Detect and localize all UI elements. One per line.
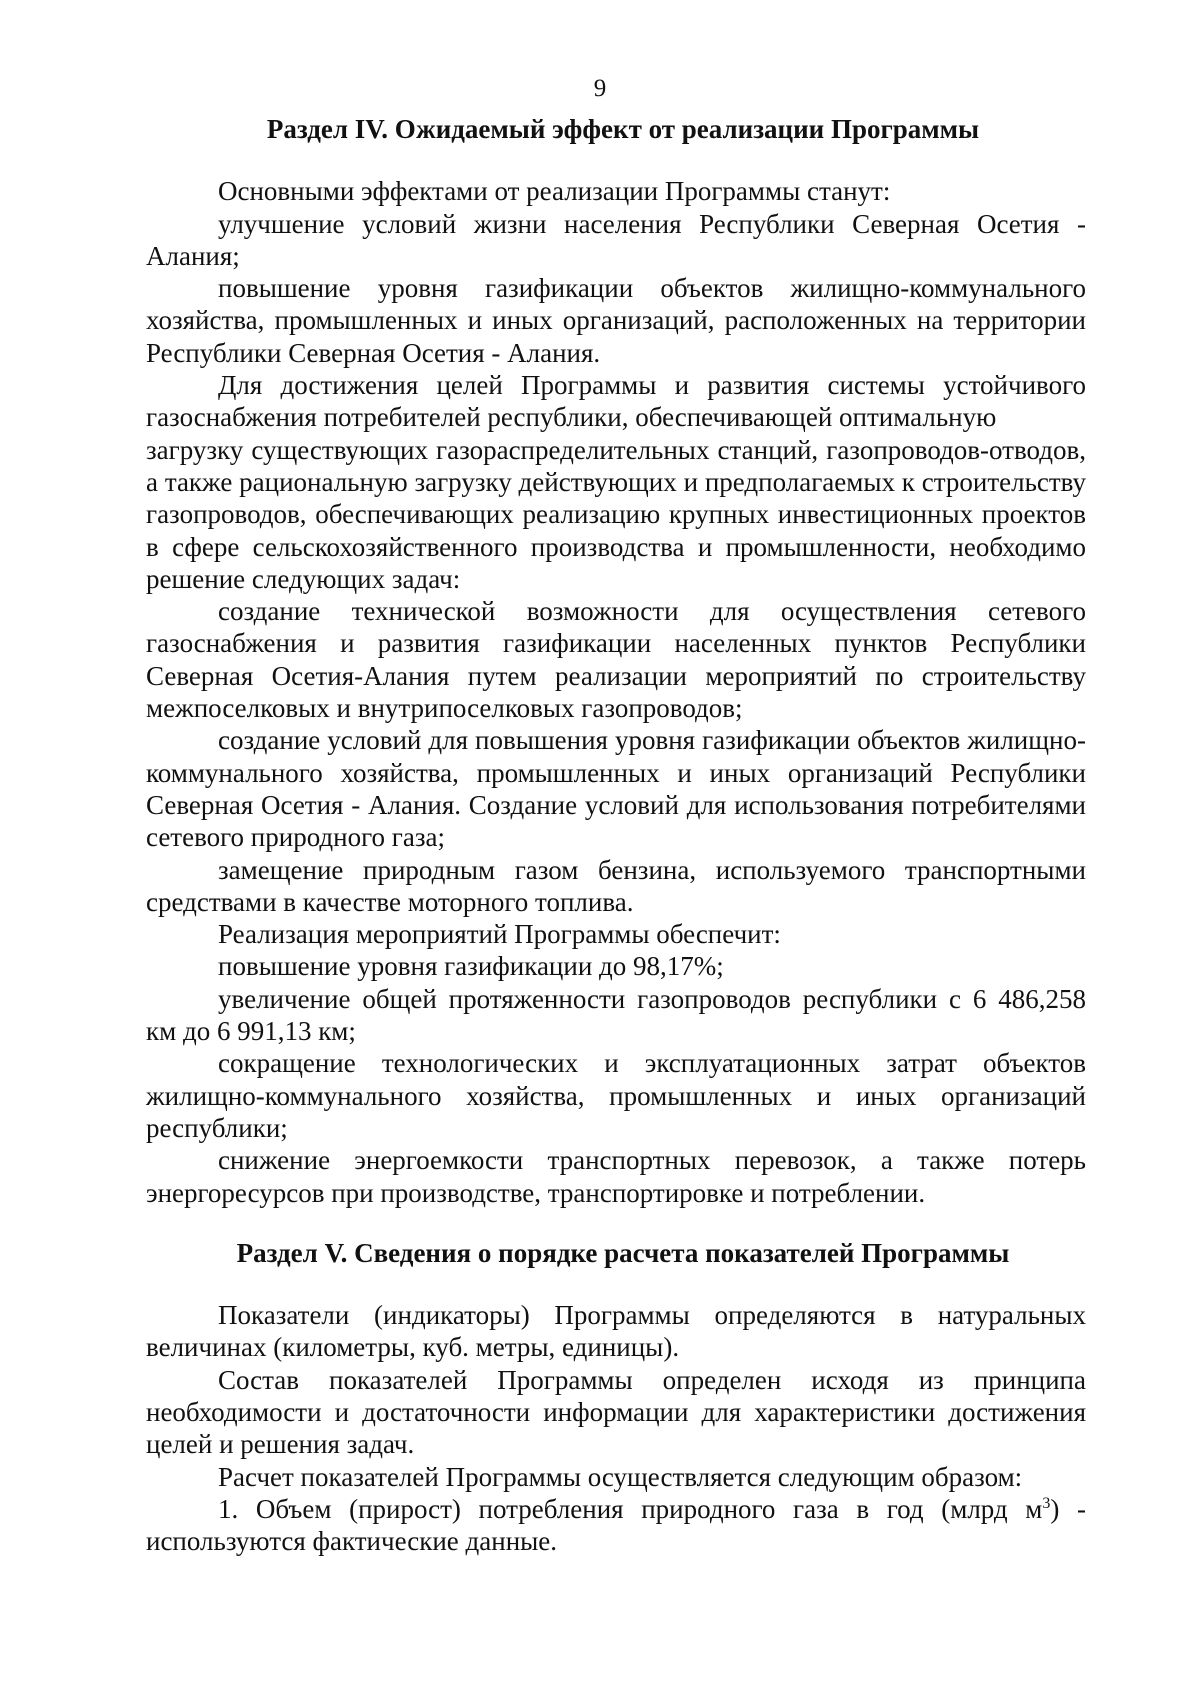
- section-4-heading: Раздел IV. Ожидаемый эффект от реализации Программы: [266, 114, 980, 144]
- results-intro: Реализация мероприятий Программы обеспечит:: [218, 919, 781, 950]
- result-item-4: снижение энергоемкости транспортных перевозок, а также потерь энергоресурсов при производстве, транспортировке и потреблении.: [146, 1145, 1086, 1208]
- section-5-heading: Раздел V. Сведения о порядке расчета показателей Программы: [236, 1237, 1010, 1268]
- goals-line-1: Для достижения целей Программы и развития системы устойчивого: [218, 370, 1086, 401]
- task-item-2: создание условий для повышения уровня газификации объектов жилищно-коммунального хозяйства, промышленных и иных организаций Республики Северная Осетия - Алания. Создание условий для использования потребителями сетевого природного газа;: [146, 725, 1086, 853]
- section-4-intro: Основными эффектами от реализации Программы станут:: [218, 176, 891, 207]
- page-number: 9: [593, 75, 607, 102]
- cubic-superscript: 3: [1042, 1494, 1051, 1512]
- indicator-1-text-start: 1. Объем (прирост) потребления природного газа в год (млрд м: [218, 1493, 1043, 1524]
- effect-item-2: повышение уровня газификации объектов жилищно-коммунального хозяйства, промышленных и иных организаций, расположенных на территории Республики Северная Осетия - Алания.: [146, 273, 1086, 368]
- goals-paragraph-continued: загрузку существующих газораспределительных станций, газопроводов-отводов, а также рациональную загрузку действующих и предполагаемых к строительству газопроводов, обеспечивающих реализацию крупных инвестиционных проектов в сфере сельскохозяйственного производства и промышленности, необходимо решение следующих задач:: [146, 434, 1086, 594]
- result-item-3: сокращение технологических и эксплуатационных затрат объектов жилищно-коммунального хозяйства, промышленных и иных организаций республики;: [146, 1048, 1086, 1143]
- indicators-paragraph-2: Состав показателей Программы определен исходя из принципа необходимости и достаточности информации для характеристики достижения целей и решения задач.: [146, 1364, 1086, 1460]
- result-item-2: увеличение общей протяженности газопроводов республики с 6 486,258 км до 6 991,13 км;: [146, 983, 1086, 1047]
- goals-line-2: газоснабжения потребителей республики, обеспечивающей оптимальную: [146, 402, 997, 433]
- indicators-paragraph-1: Показатели (индикаторы) Программы определяются в натуральных величинах (километры, куб. метры, единицы).: [146, 1300, 1086, 1363]
- task-item-3: замещение природным газом бензина, используемого транспортными средствами в качестве моторного топлива.: [146, 854, 1086, 917]
- indicator-1-text-end: ) - используются фактические данные.: [146, 1493, 1086, 1557]
- task-item-1: создание технической возможности для осуществления сетевого газоснабжения и развития газификации населенных пунктов Республики Северная Осетия-Алания путем реализации мероприятий по строительству межпоселковых и внутрипоселковых газопроводов;: [146, 596, 1086, 724]
- goals-paragraph: [146, 369, 1086, 434]
- effect-item-1: улучшение условий жизни населения Республики Северная Осетия - Алания;: [146, 208, 1086, 271]
- indicators-paragraph-3: Расчет показателей Программы осуществляется следующим образом:: [218, 1461, 1023, 1492]
- indicators-paragraph-4: [146, 1493, 1086, 1558]
- document-body: [146, 113, 1086, 1557]
- result-item-1: повышение уровня газификации до 98,17%;: [218, 951, 724, 982]
